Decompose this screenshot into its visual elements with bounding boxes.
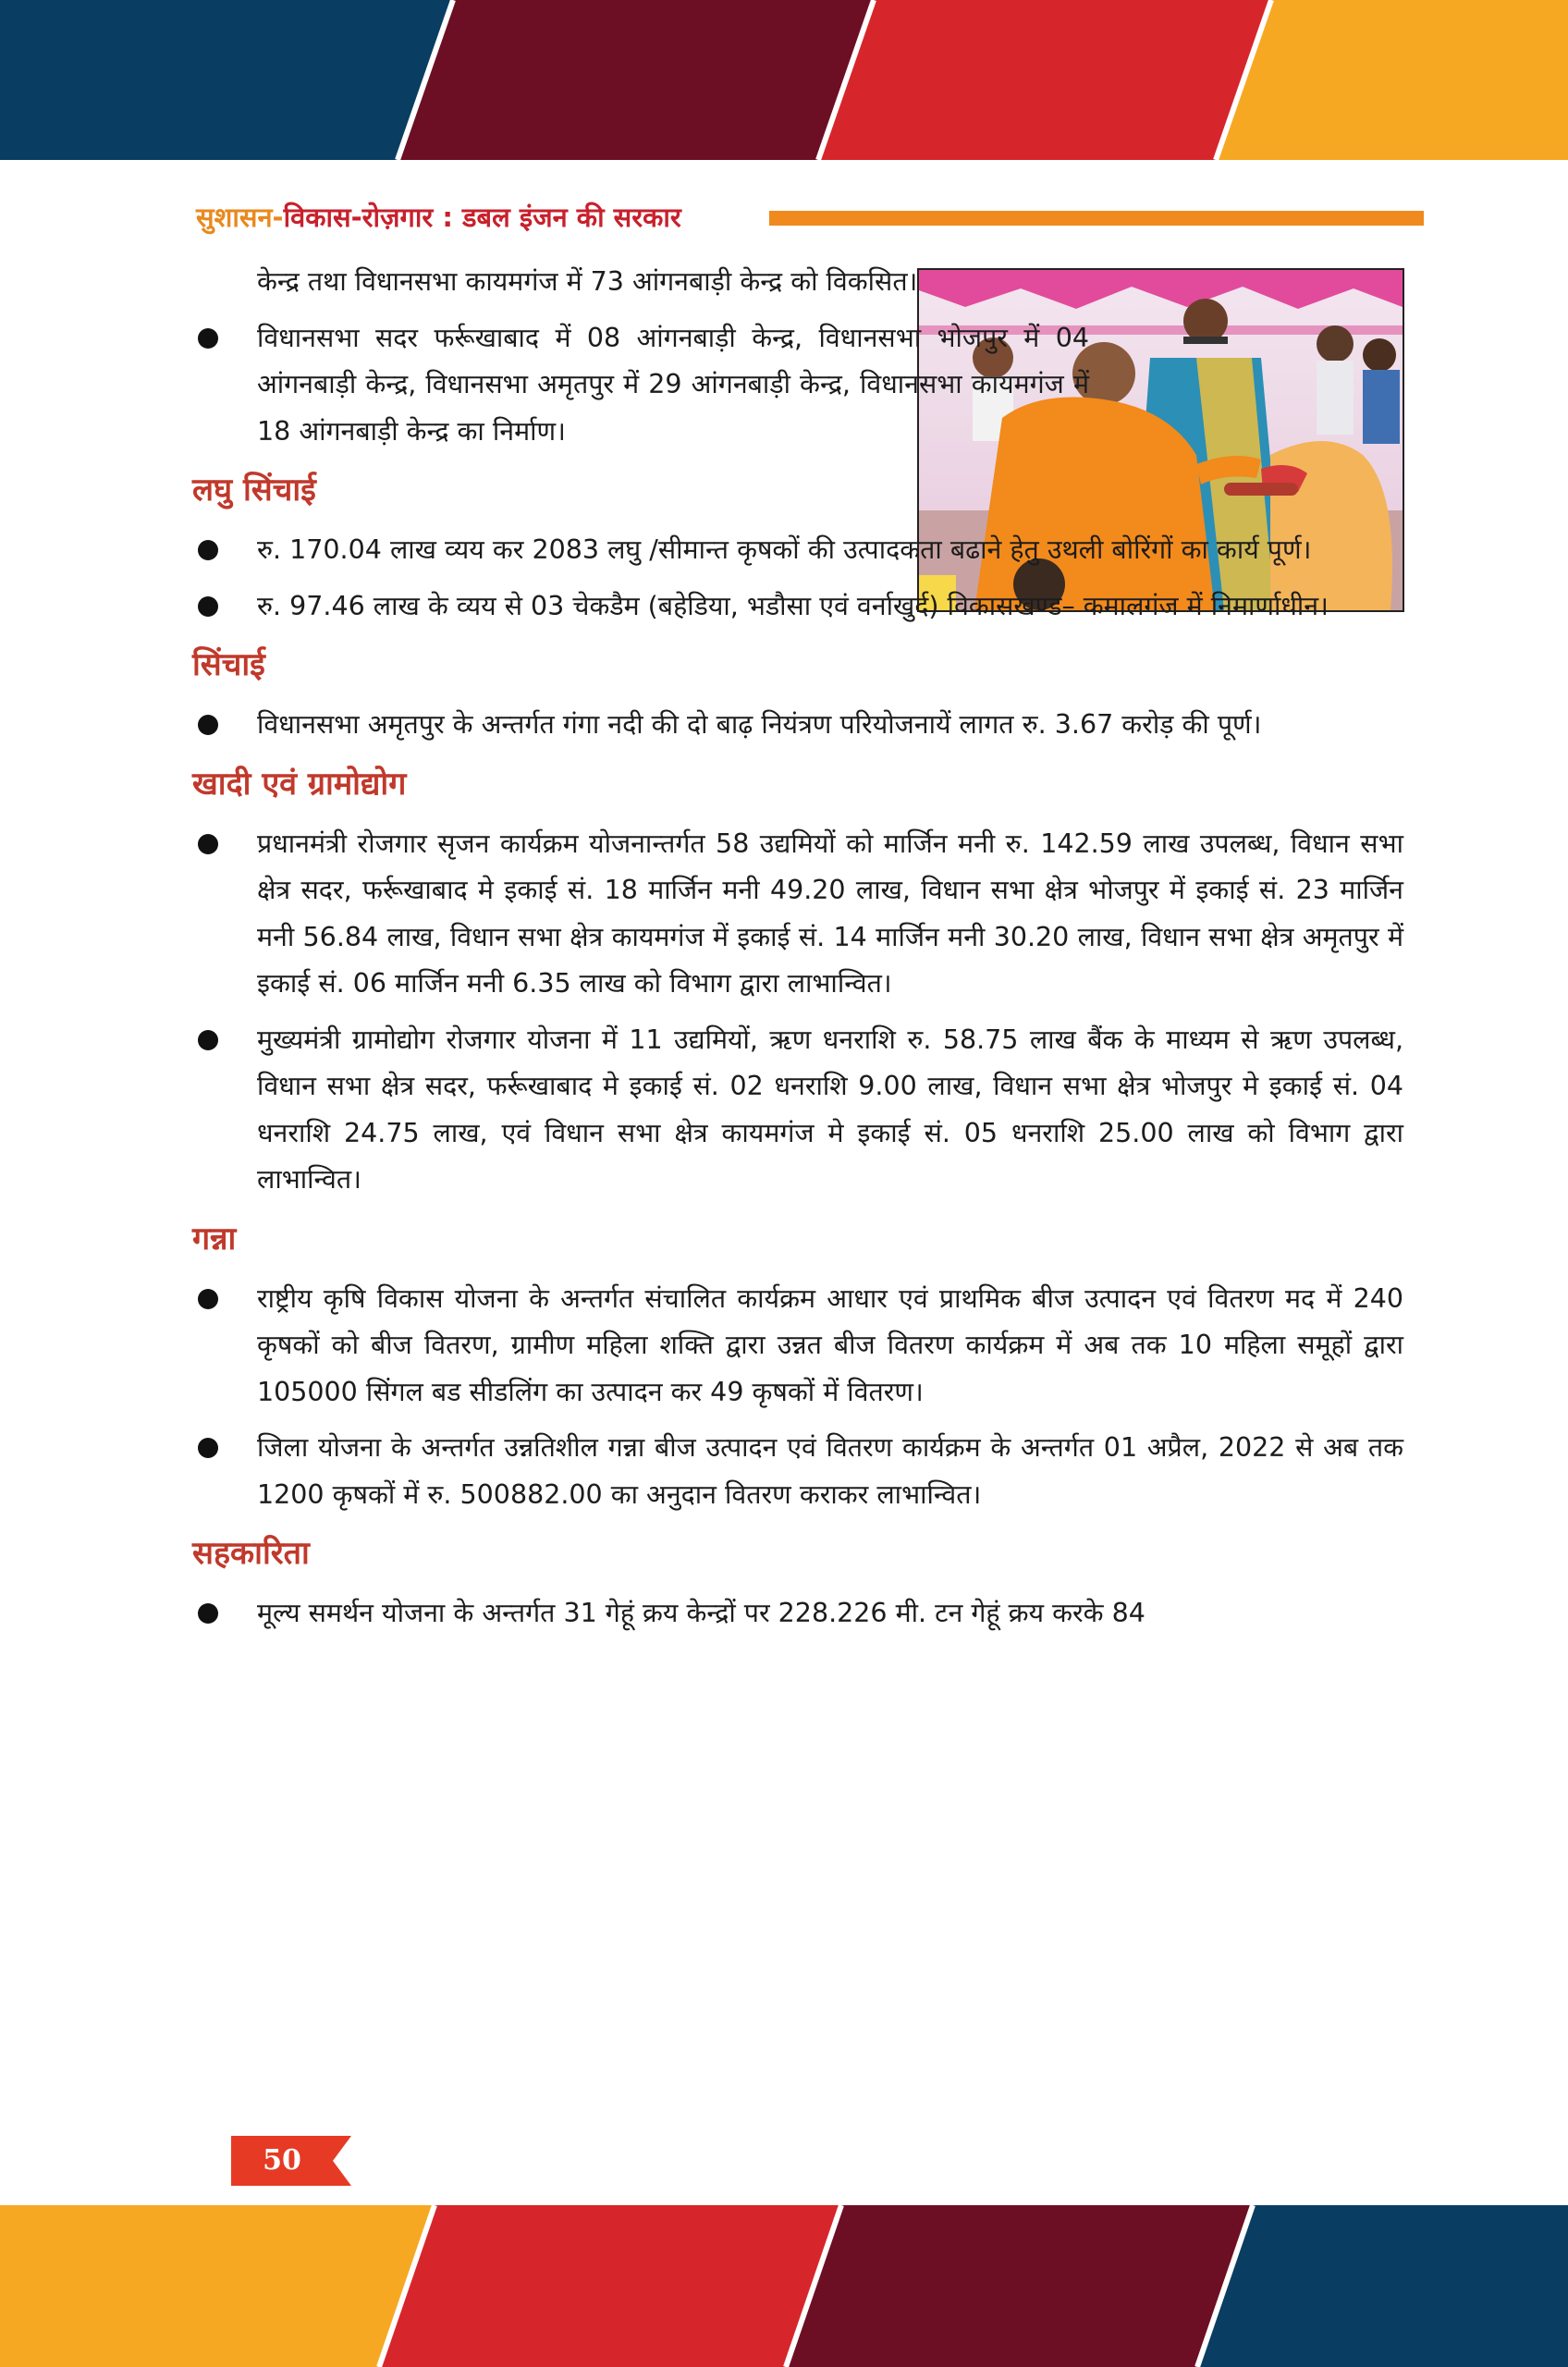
list-item: मूल्य समर्थन योजना के अन्तर्गत 31 गेहूं क्रय केन्द्रों पर 228.226 मी. टन गेहूं क्रय करके 84 — [192, 1590, 1403, 1637]
header-title: सुशासन-विकास-रोज़गार : डबल इंजन की सरकार — [196, 202, 681, 233]
page-number-tag — [231, 2136, 351, 2186]
intro-continuation: केन्द्र तथा विधानसभा कायमगंज में 73 आंगनबाड़ी केन्द्र को विकसित। — [257, 266, 918, 297]
list-item: रु. 170.04 लाख व्यय कर 2083 लघु /सीमान्त कृषकों की उत्पादकता बढाने हेतु उथली बोरिंगों का कार्य पूर्ण। — [192, 527, 1403, 574]
bullet-icon — [198, 540, 218, 560]
section-heading-khadi: खादी एवं ग्रामोद्योग — [192, 765, 407, 803]
bullet-icon — [198, 596, 218, 617]
bullet-icon — [198, 1030, 218, 1050]
page-number: 50 — [263, 2144, 301, 2177]
section-heading-sinchai: सिंचाई — [192, 646, 265, 683]
list-item: राष्ट्रीय कृषि विकास योजना के अन्तर्गत संचालित कार्यक्रम आधार एवं प्राथमिक बीज उत्पादन एवं वितरण मद में 240 कृषकों को बीज वितरण, ग्रामीण महिला शक्ति द्वारा उन्नत बीज वितरण कार्यक्रम में अब तक 10 महिला समूहों द्वारा 105000 सिंगल बड सीडलिंग का उत्पादन कर 49 कृषकों में वितरण। — [192, 1276, 1403, 1417]
list-item: विधानसभा अमृतपुर के अन्तर्गत गंगा नदी की दो बाढ़ नियंत्रण परियोजनायें लागत रु. 3.67 करोड़ की पूर्ण। — [192, 702, 1403, 749]
page-content — [192, 259, 1403, 1647]
bottom-decorative-band — [0, 2205, 1568, 2367]
bullet-icon — [198, 1603, 218, 1624]
intro-bullet: विधानसभा सदर फर्रूखाबाद में 08 आंगनबाड़ी केन्द्र, विधानसभा भोजपुर में 04 आंगनबाड़ी केन्द्र, विधानसभा अमृतपुर में 29 आंगनबाड़ी केन्द्र, विधानसभा कायमगंज में 18 आंगनबाड़ी केन्द्र का निर्माण। — [192, 315, 1089, 456]
bullet-icon — [198, 834, 218, 854]
running-header — [196, 196, 1424, 242]
list-item: प्रधानमंत्री रोजगार सृजन कार्यक्रम योजनान्तर्गत 58 उद्यमियों को मार्जिन मनी रु. 142.59 लाख उपलब्ध, विधान सभा क्षेत्र सदर, फर्रूखाबाद मे इकाई सं. 18 मार्जिन मनी 49.20 लाख, विधान सभा क्षेत्र भोजपुर में इकाई सं. 23 मार्जिन मनी 56.84 लाख, विधान सभा क्षेत्र कायमगंज में इकाई सं. 14 मार्जिन मनी 30.20 लाख, विधान सभा क्षेत्र अमृतपुर में इकाई सं. 06 मार्जिन मनी 6.35 लाख को विभाग द्वारा लाभान्वित। — [192, 821, 1403, 1008]
section-heading-laghu-sinchai: लघु सिंचाई — [192, 472, 316, 509]
bullet-icon — [198, 1289, 218, 1309]
bullet-icon — [198, 715, 218, 735]
list-item: जिला योजना के अन्तर्गत उन्नतिशील गन्ना बीज उत्पादन एवं वितरण कार्यक्रम के अन्तर्गत 01 अप्रैल, 2022 से अब तक 1200 कृषकों में रु. 500882.00 का अनुदान वितरण कराकर लाभान्वित। — [192, 1425, 1403, 1518]
bullet-icon — [198, 328, 218, 349]
list-item: मुख्यमंत्री ग्रामोद्योग रोजगार योजना में 11 उद्यमियों, ऋण धनराशि रु. 58.75 लाख बैंक के माध्यम से ऋण उपलब्ध, विधान सभा क्षेत्र सदर, फर्रूखाबाद मे इकाई सं. 02 धनराशि 9.00 लाख, विधान सभा क्षेत्र भोजपुर मे इकाई सं. 04 धनराशि 24.75 लाख, एवं विधान सभा क्षेत्र कायमगंज मे इकाई सं. 05 धनराशि 25.00 लाख को विभाग द्वारा लाभान्वित। — [192, 1017, 1403, 1204]
top-decorative-band — [0, 0, 1568, 160]
header-rule — [769, 211, 1424, 226]
section-heading-sahkarita: सहकारिता — [192, 1535, 310, 1572]
bullet-icon — [198, 1438, 218, 1458]
section-heading-ganna: गन्ना — [192, 1220, 237, 1257]
list-item: रु. 97.46 लाख के व्यय से 03 चेकडैम (बहेडिया, भडौसा एवं वर्नाखुर्द) विकासखण्ड– कमालगंज में निमार्णाधीन। — [192, 583, 1403, 631]
